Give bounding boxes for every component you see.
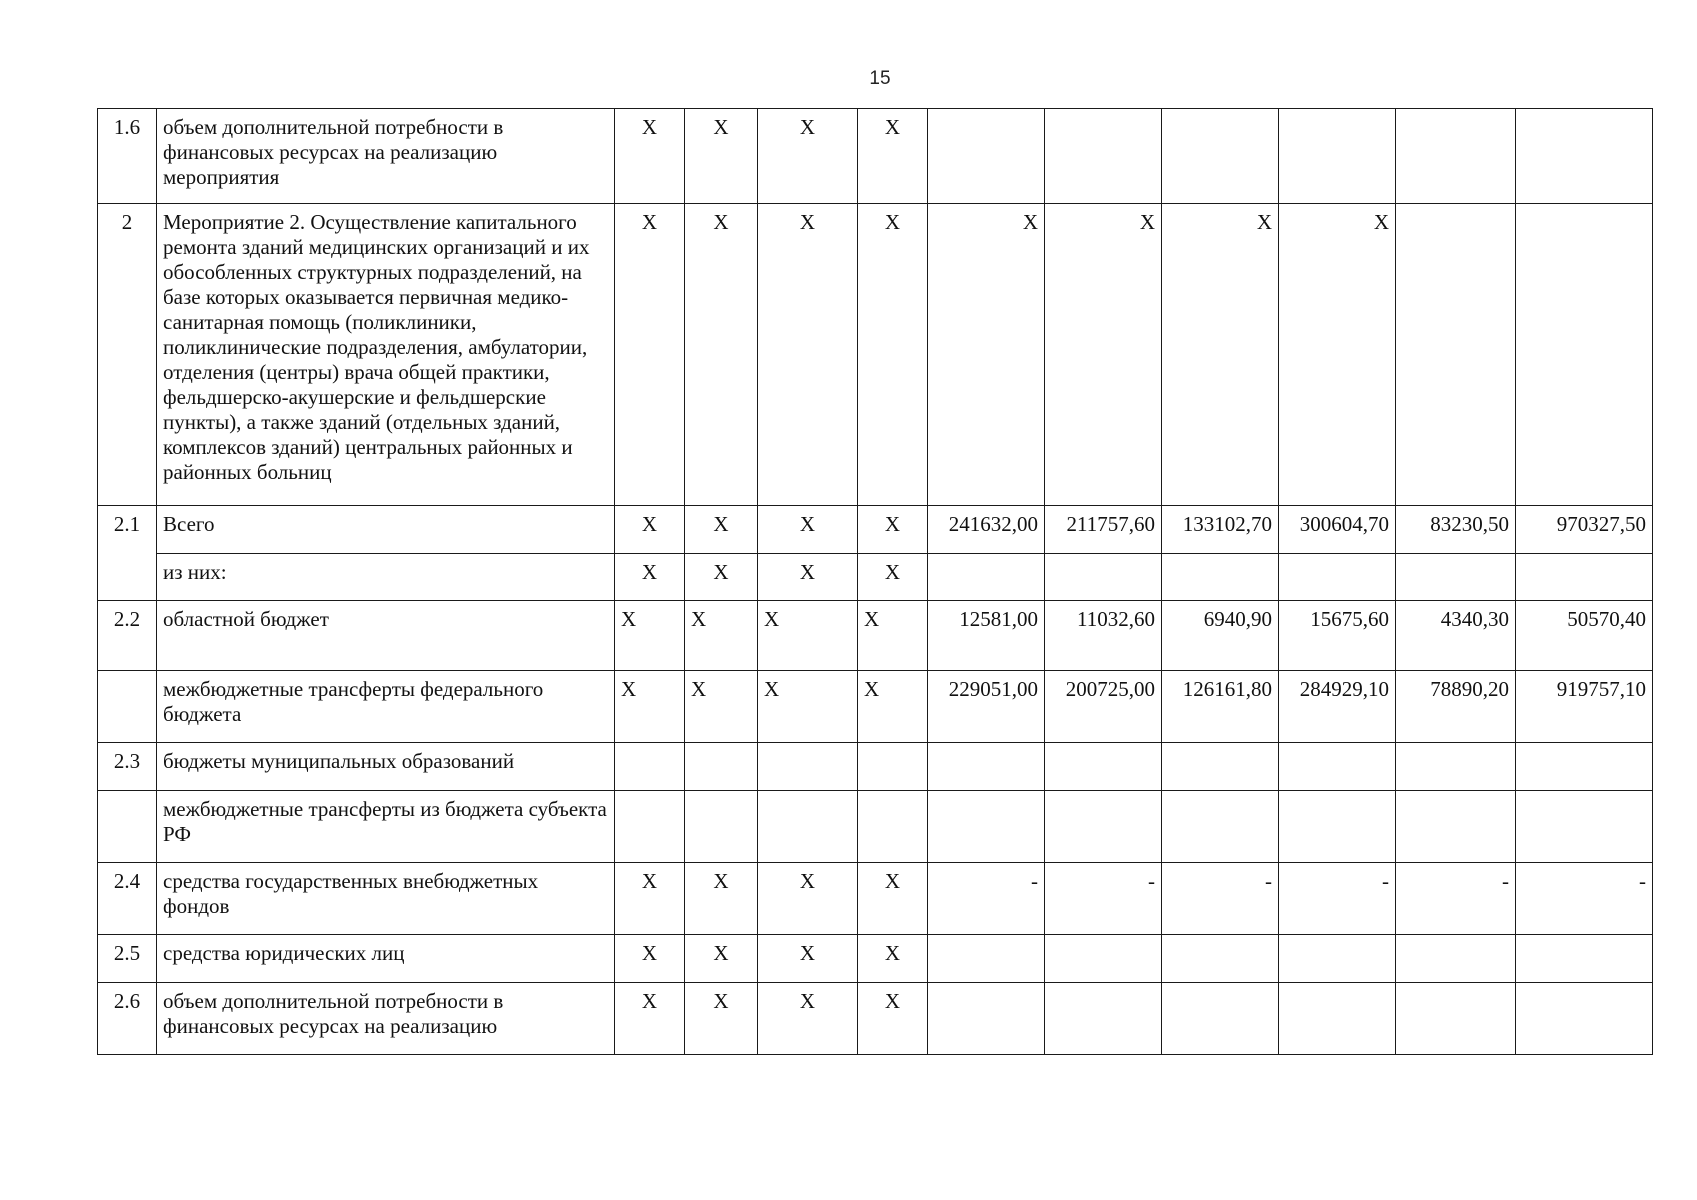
table-cell (1279, 935, 1396, 983)
table-cell: 78890,20 (1396, 671, 1516, 743)
table-cell: 83230,50 (1396, 506, 1516, 554)
table-cell (1516, 743, 1653, 791)
row-description: межбюджетные трансферты федерального бюджета (157, 671, 615, 743)
table-cell (928, 983, 1045, 1055)
table-cell: Х (758, 506, 858, 554)
table-cell (1396, 204, 1516, 506)
row-number (98, 791, 157, 863)
table-cell (1045, 791, 1162, 863)
table-cell: 15675,60 (1279, 601, 1396, 671)
table-cell: - (1045, 863, 1162, 935)
table-cell: Х (685, 204, 758, 506)
table-cell (615, 791, 685, 863)
table-cell: Х (758, 554, 858, 601)
table-cell: Х (685, 506, 758, 554)
table-cell (1516, 983, 1653, 1055)
table-cell: Х (685, 601, 758, 671)
table-cell (758, 743, 858, 791)
table-cell (615, 743, 685, 791)
table-row (98, 671, 1653, 743)
table-cell: 6940,90 (1162, 601, 1279, 671)
table-cell (1396, 554, 1516, 601)
table-cell (1279, 109, 1396, 204)
table-cell (1162, 109, 1279, 204)
row-description: из них: (157, 554, 615, 601)
table-cell (685, 743, 758, 791)
table-row (98, 863, 1653, 935)
table-cell: Х (858, 671, 928, 743)
table-cell (1516, 791, 1653, 863)
row-description: объем дополнительной потребности в финансовых ресурсах на реализацию (157, 983, 615, 1055)
table-cell: Х (1279, 204, 1396, 506)
table-cell: Х (758, 983, 858, 1055)
table-cell: 970327,50 (1516, 506, 1653, 554)
table-cell: - (928, 863, 1045, 935)
table-cell: 4340,30 (1396, 601, 1516, 671)
table-cell: 200725,00 (1045, 671, 1162, 743)
table-cell: Х (858, 863, 928, 935)
table-cell (685, 791, 758, 863)
table-cell (1045, 743, 1162, 791)
row-number: 2.2 (98, 601, 157, 671)
table-cell (1279, 554, 1396, 601)
table-cell (1279, 983, 1396, 1055)
table-cell (1516, 554, 1653, 601)
table-row (98, 506, 1653, 554)
table-cell (1396, 983, 1516, 1055)
table-row (98, 554, 1653, 601)
row-description: Мероприятие 2. Осуществление капитального ремонта зданий медицинских организаций и их обособленных структурных подразделений, на базе которых оказывается первичная медико-санитарная помощь (поликлиники, поликлинические подразделения, амбулатории, отделения (центры) врача общей практики, фельдшерско-акушерские и фельдшерские пункты), а также зданий (отдельных зданий, комплексов зданий) центральных районных и районных больниц (157, 204, 615, 506)
table-cell (928, 554, 1045, 601)
row-number (98, 671, 157, 743)
table-cell: 50570,40 (1516, 601, 1653, 671)
table-cell (1396, 109, 1516, 204)
table-cell: Х (1162, 204, 1279, 506)
table-cell: Х (928, 204, 1045, 506)
table-cell: Х (758, 863, 858, 935)
row-description: объем дополнительной потребности в финансовых ресурсах на реализацию мероприятия (157, 109, 615, 204)
table-cell: Х (685, 554, 758, 601)
table-row (98, 743, 1653, 791)
table-cell: Х (1045, 204, 1162, 506)
table-cell: Х (615, 601, 685, 671)
table-cell: Х (615, 983, 685, 1055)
row-description: Всего (157, 506, 615, 554)
budget-table (97, 108, 1653, 1055)
table-cell: Х (858, 204, 928, 506)
table-cell (928, 791, 1045, 863)
table-cell: Х (615, 935, 685, 983)
table-cell (1396, 743, 1516, 791)
table-cell: - (1516, 863, 1653, 935)
row-number: 2.5 (98, 935, 157, 983)
table-cell (928, 743, 1045, 791)
row-number: 1.6 (98, 109, 157, 204)
table-cell (1162, 983, 1279, 1055)
table-cell: Х (858, 506, 928, 554)
table-cell: Х (615, 204, 685, 506)
table-cell: 12581,00 (928, 601, 1045, 671)
table-cell (1396, 791, 1516, 863)
table-cell: 11032,60 (1045, 601, 1162, 671)
table-row (98, 791, 1653, 863)
table-cell: Х (758, 204, 858, 506)
row-description: бюджеты муниципальных образований (157, 743, 615, 791)
table-cell: Х (615, 506, 685, 554)
table-row (98, 983, 1653, 1055)
table-cell: Х (615, 109, 685, 204)
row-number: 2.1 (98, 506, 157, 601)
table-cell: Х (758, 601, 858, 671)
table-cell: - (1162, 863, 1279, 935)
table-cell: - (1396, 863, 1516, 935)
table-cell: Х (615, 554, 685, 601)
row-number: 2.3 (98, 743, 157, 791)
row-description: межбюджетные трансферты из бюджета субъекта РФ (157, 791, 615, 863)
table-row (98, 601, 1653, 671)
table-cell: 126161,80 (1162, 671, 1279, 743)
table-cell: Х (858, 601, 928, 671)
row-number: 2.6 (98, 983, 157, 1055)
table-cell (1045, 109, 1162, 204)
row-description: областной бюджет (157, 601, 615, 671)
row-number: 2 (98, 204, 157, 506)
table-cell: Х (685, 983, 758, 1055)
table-cell: Х (858, 935, 928, 983)
table-row (98, 935, 1653, 983)
table-cell: Х (858, 554, 928, 601)
table-cell (858, 791, 928, 863)
page-number: 15 (869, 68, 891, 89)
table-cell (1045, 554, 1162, 601)
table-cell: Х (685, 109, 758, 204)
table-cell (1162, 791, 1279, 863)
table-cell (1396, 935, 1516, 983)
table-cell (1162, 935, 1279, 983)
table-cell: 919757,10 (1516, 671, 1653, 743)
table-cell: 229051,00 (928, 671, 1045, 743)
table-cell: 211757,60 (1045, 506, 1162, 554)
table-cell (1045, 983, 1162, 1055)
table-cell (758, 791, 858, 863)
table-row (98, 109, 1653, 204)
table-cell: 284929,10 (1279, 671, 1396, 743)
table-cell (928, 935, 1045, 983)
table-cell: Х (858, 983, 928, 1055)
table-cell: 300604,70 (1279, 506, 1396, 554)
table-cell: Х (858, 109, 928, 204)
table-cell (928, 109, 1045, 204)
table-cell: 133102,70 (1162, 506, 1279, 554)
table-cell: Х (685, 671, 758, 743)
table-cell (1279, 791, 1396, 863)
table-cell: Х (685, 935, 758, 983)
table-cell (1045, 935, 1162, 983)
table-cell (1516, 204, 1653, 506)
table-cell: Х (758, 935, 858, 983)
table-cell: 241632,00 (928, 506, 1045, 554)
table-cell (858, 743, 928, 791)
table-row (98, 204, 1653, 506)
row-description: средства государственных внебюджетных фондов (157, 863, 615, 935)
row-description: средства юридических лиц (157, 935, 615, 983)
table-cell: Х (615, 863, 685, 935)
table-cell (1516, 935, 1653, 983)
table-cell: - (1279, 863, 1396, 935)
table-cell: Х (685, 863, 758, 935)
table-cell: Х (758, 671, 858, 743)
table-cell (1162, 554, 1279, 601)
row-number: 2.4 (98, 863, 157, 935)
table-cell (1279, 743, 1396, 791)
table-cell (1162, 743, 1279, 791)
table-cell: Х (615, 671, 685, 743)
table-cell: Х (758, 109, 858, 204)
table-cell (1516, 109, 1653, 204)
